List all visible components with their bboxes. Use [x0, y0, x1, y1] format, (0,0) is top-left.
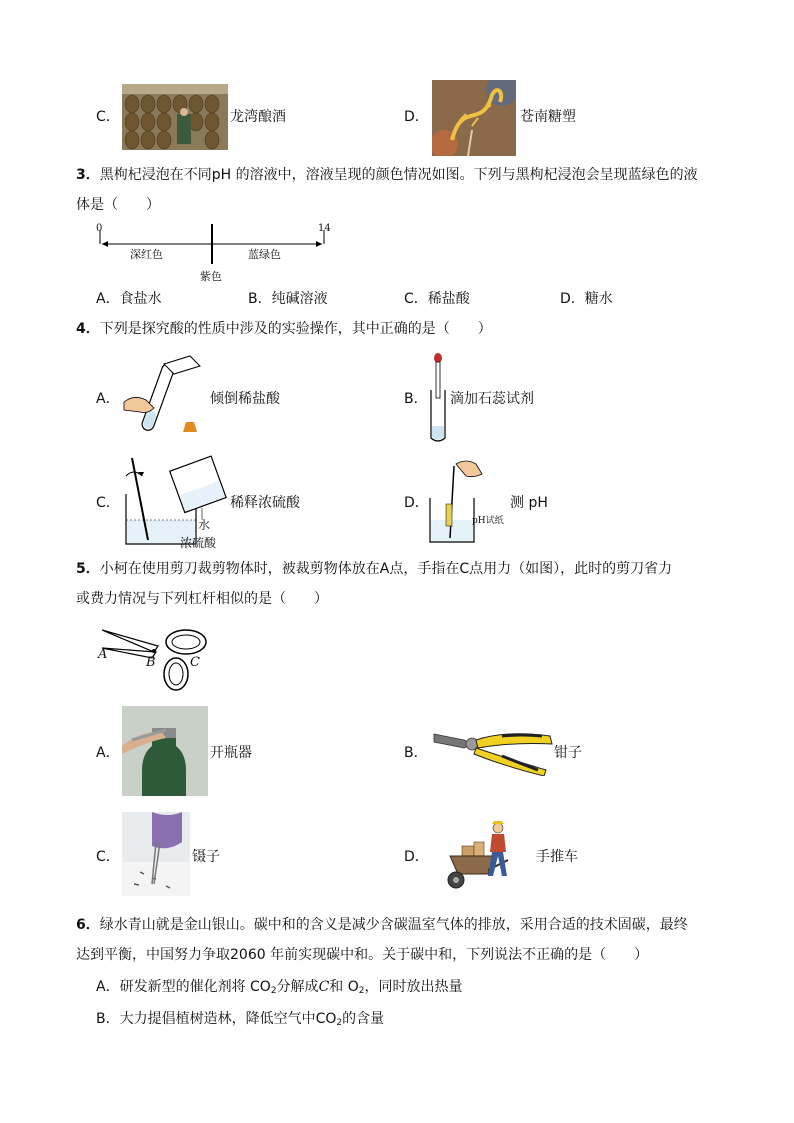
q5-option-a-label: 开瓶器: [210, 745, 252, 761]
scissors-point-a: A: [98, 647, 108, 662]
ph-left-region-label: 深红色: [130, 248, 163, 261]
ph-scale-start: 0: [96, 223, 103, 234]
ph-color-scale: [90, 222, 340, 284]
scissors-point-b: B: [146, 655, 156, 670]
dilution-illustration: [118, 454, 230, 550]
q6-b-text1: B．大力提倡植树造林，降低空气中CO: [96, 1011, 337, 1027]
wheelbarrow-illustration: [442, 820, 526, 892]
dropper-test-tube-illustration: [426, 352, 450, 444]
concentrated-acid-label: 浓硫酸: [180, 536, 217, 550]
q5-stem-line1: [76, 560, 672, 578]
q5-stem-text1: 小柯在使用剪刀裁剪物体时，被裁剪物体放在A点，手指在C点用力（如图），此时的剪刀省力: [99, 561, 673, 577]
water-label: 水: [198, 518, 211, 532]
q5-option-b-label: 钳子: [554, 745, 582, 761]
q4-option-a-label: 倾倒稀盐酸: [210, 391, 280, 407]
q4-option-a-letter: A．: [96, 391, 120, 407]
q4-option-d-letter: D．: [404, 495, 429, 511]
q3-stem-line2: 体是（ ）: [76, 197, 160, 213]
q6-number: 6．: [76, 917, 100, 933]
q5-option-d-label: 手推车: [536, 849, 578, 865]
q6-option-a: [96, 978, 463, 1000]
sugar-dragon-photo: [432, 80, 516, 156]
q4-option-d-label: 测 pH: [510, 495, 548, 511]
q3-option-d: D．糖水: [560, 291, 613, 307]
q6-stem-line1: [76, 916, 688, 934]
ph-mid-label: 紫色: [200, 270, 222, 283]
q6-a-sub2: 2: [358, 986, 365, 996]
q6-a-text1: A．研发新型的催化剂将 CO: [96, 979, 271, 995]
q6-a-text4: ，同时放出热量: [364, 979, 463, 995]
q4-stem-text: 下列是探究酸的性质中涉及的实验操作，其中正确的是（ ）: [99, 321, 492, 337]
q4-stem: [76, 320, 492, 338]
q6-b-text2: 的含量: [342, 1011, 385, 1027]
q6-stem-text1: 绿水青山就是金山银山。碳中和的含义是减少含碳温室气体的排放，采用合适的技术固碳，最终: [99, 917, 688, 933]
q6-a-sub1: 2: [270, 986, 277, 996]
q5-option-b-letter: B．: [404, 745, 428, 761]
q6-b-sub: 2: [336, 1018, 343, 1028]
bottle-opener-photo: [122, 706, 208, 796]
q6-a-carbon: C: [318, 979, 330, 995]
q6-a-text2: 分解成: [276, 979, 319, 995]
q4-option-c-letter: C．: [96, 495, 120, 511]
q5-number: 5．: [76, 561, 100, 577]
scissors-point-c: C: [190, 655, 200, 670]
q4-option-b-label: 滴加石蕊试剂: [450, 391, 534, 407]
q4-number: 4．: [76, 321, 100, 337]
q3-number: 3．: [76, 167, 100, 183]
ph-paper-label: pH试纸: [472, 516, 504, 526]
q4-option-b-letter: B．: [404, 391, 428, 407]
q5-option-d-letter: D．: [404, 849, 429, 865]
scissors-diagram: [94, 622, 218, 692]
ph-right-region-label: 蓝绿色: [248, 248, 281, 261]
q6-option-b: [96, 1010, 384, 1032]
q3-option-b: B．纯碱溶液: [248, 291, 328, 307]
ph-test-illustration: [426, 456, 510, 546]
q3-option-c: C．稀盐酸: [404, 291, 470, 307]
q6-stem-line2: 达到平衡，中国努力争取2060 年前实现碳中和。关于碳中和，下列说法不正确的是（ ）: [76, 947, 649, 963]
q2-option-d-letter: D．: [404, 109, 429, 125]
q5-option-a-letter: A．: [96, 745, 120, 761]
tweezers-photo: [122, 812, 190, 896]
q6-a-text3: 和 O: [329, 979, 359, 995]
pouring-acid-illustration: [120, 352, 210, 442]
q2-option-c-letter: C．: [96, 109, 120, 125]
wine-jars-photo: [122, 84, 228, 150]
q5-stem-line2: 或费力情况与下列杠杆相似的是（ ）: [76, 591, 328, 607]
q3-stem-line1: [76, 166, 698, 184]
q2-option-d-label: 苍南糖塑: [520, 109, 576, 125]
q5-option-c-label: 镊子: [192, 849, 220, 865]
q3-stem-text1: 黑枸杞浸泡在不同pH 的溶液中，溶液呈现的颜色情况如图。下列与黑枸杞浸泡会呈现蓝绿色的液: [99, 167, 698, 183]
q2-option-c-label: 龙湾酿酒: [230, 109, 286, 125]
ph-scale-end: 14: [318, 223, 331, 234]
q5-option-c-letter: C．: [96, 849, 120, 865]
q3-option-a: A．食盐水: [96, 291, 162, 307]
q4-option-c-label: 稀释浓硫酸: [230, 495, 300, 511]
pliers-photo: [432, 724, 554, 776]
